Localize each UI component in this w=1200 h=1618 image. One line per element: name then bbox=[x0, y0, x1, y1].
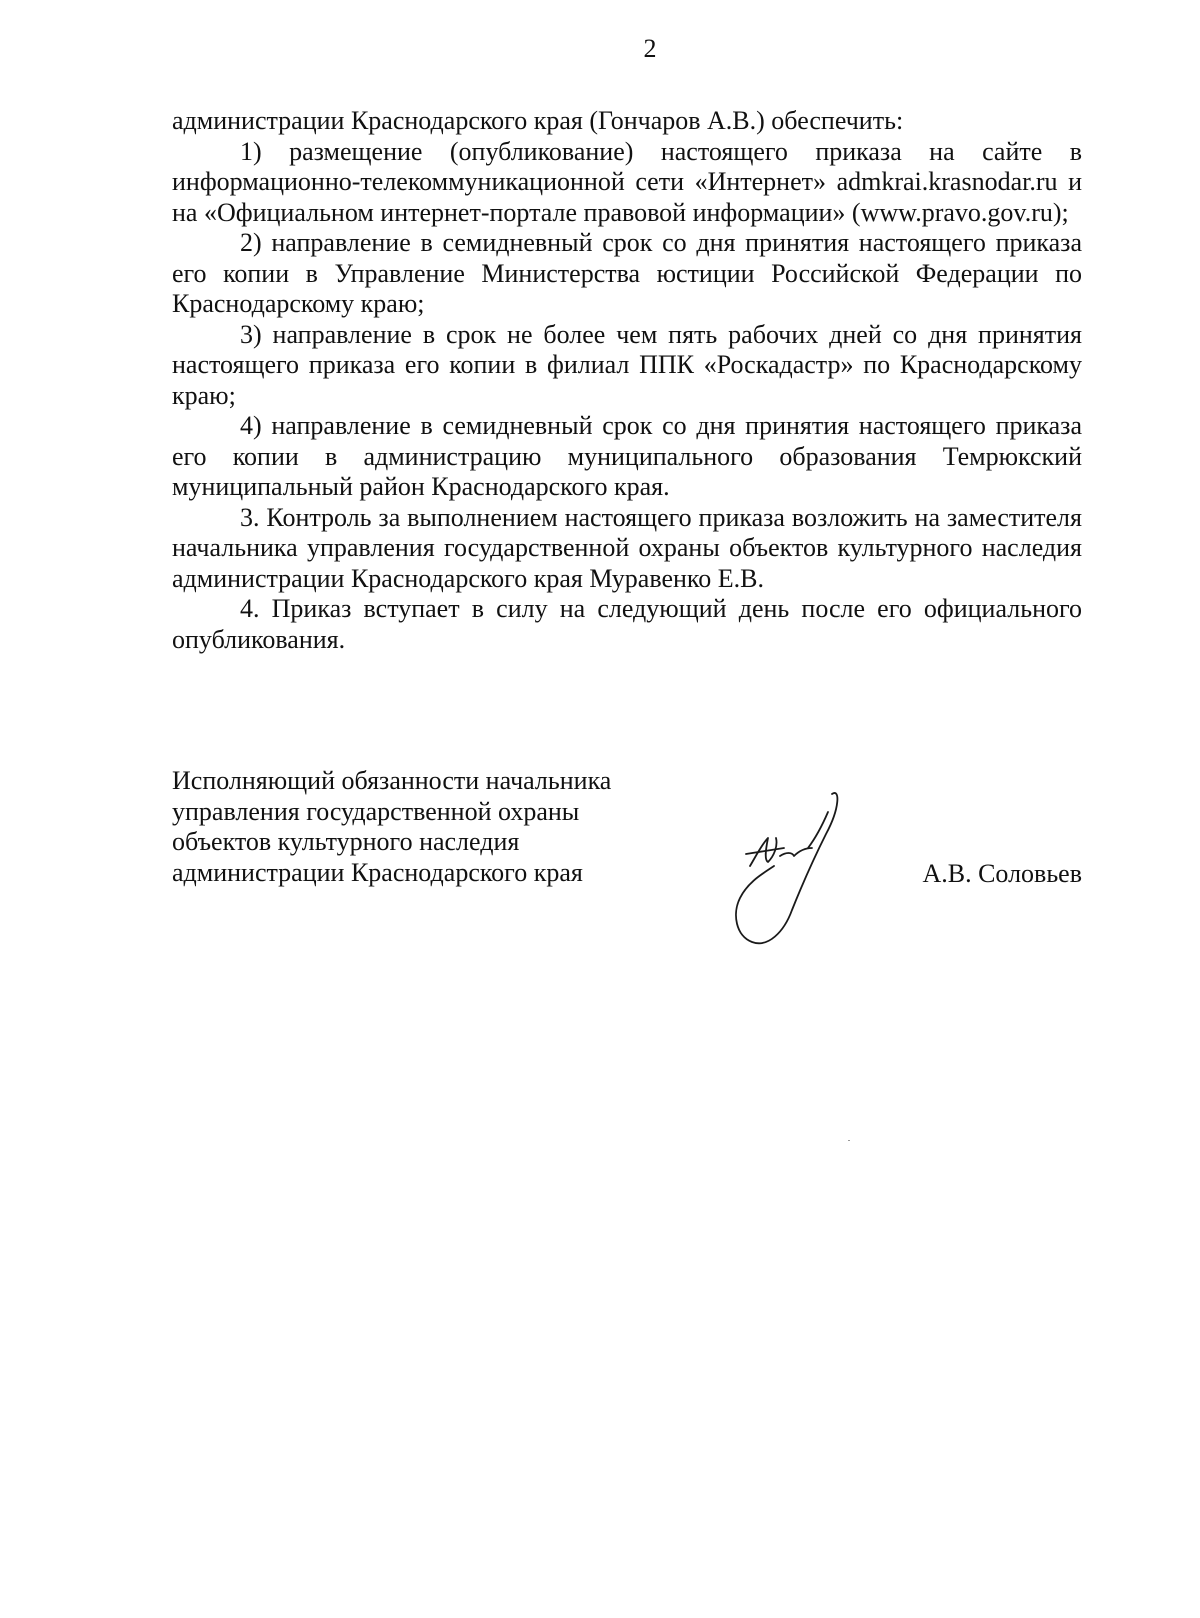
signatory-name: А.В. Соловьев bbox=[922, 859, 1082, 888]
paragraph-item-4: 4) направление в семидневный срок со дня принятия настоящего приказа его копии в администрацию муниципального образования Темрюкский муниципальный район Краснодарского края. bbox=[172, 411, 1082, 501]
paragraph-effective: 4. Приказ вступает в силу на следующий день после его официального опубликования. bbox=[172, 594, 1082, 654]
position-line: Исполняющий обязанности начальника bbox=[172, 766, 612, 795]
document-body bbox=[172, 106, 1082, 655]
paragraph-item-3: 3) направление в срок не более чем пять рабочих дней со дня принятия настоящего приказа его копии в филиал ППК «Роскадастр» по Краснодарскому краю; bbox=[172, 319, 1082, 410]
signatory-position bbox=[172, 766, 642, 888]
position-line: администрации Краснодарского края bbox=[172, 857, 583, 887]
paragraph-item-2: 2) направление в семидневный срок со дня принятия настоящего приказа его копии в Управление Министерства юстиции Российской Федерации по Краснодарскому краю; bbox=[172, 228, 1082, 318]
page-number: 2 bbox=[643, 34, 657, 63]
paragraph-control: 3. Контроль за выполнением настоящего приказа возложить на заместителя начальника управления государственной охраны объектов культурного наследия администрации Краснодарского края Муравенко Е.В. bbox=[172, 502, 1082, 593]
paragraph-item-1: 1) размещение (опубликование) настоящего приказа на сайте в информационно-телекоммуникационной сети «Интернет» admkrai.krasnodar.ru и на «Официальном интернет-портале правовой информации» (www.pravo.gov.ru); bbox=[172, 136, 1082, 227]
handwritten-signature-icon bbox=[722, 782, 852, 957]
scan-speck bbox=[848, 1140, 850, 1141]
position-line: объектов культурного наследия bbox=[172, 827, 520, 856]
paragraph-continuation: администрации Краснодарского края (Гончаров А.В.) обеспечить: bbox=[172, 106, 904, 135]
position-line: управления государственной охраны bbox=[172, 796, 580, 826]
